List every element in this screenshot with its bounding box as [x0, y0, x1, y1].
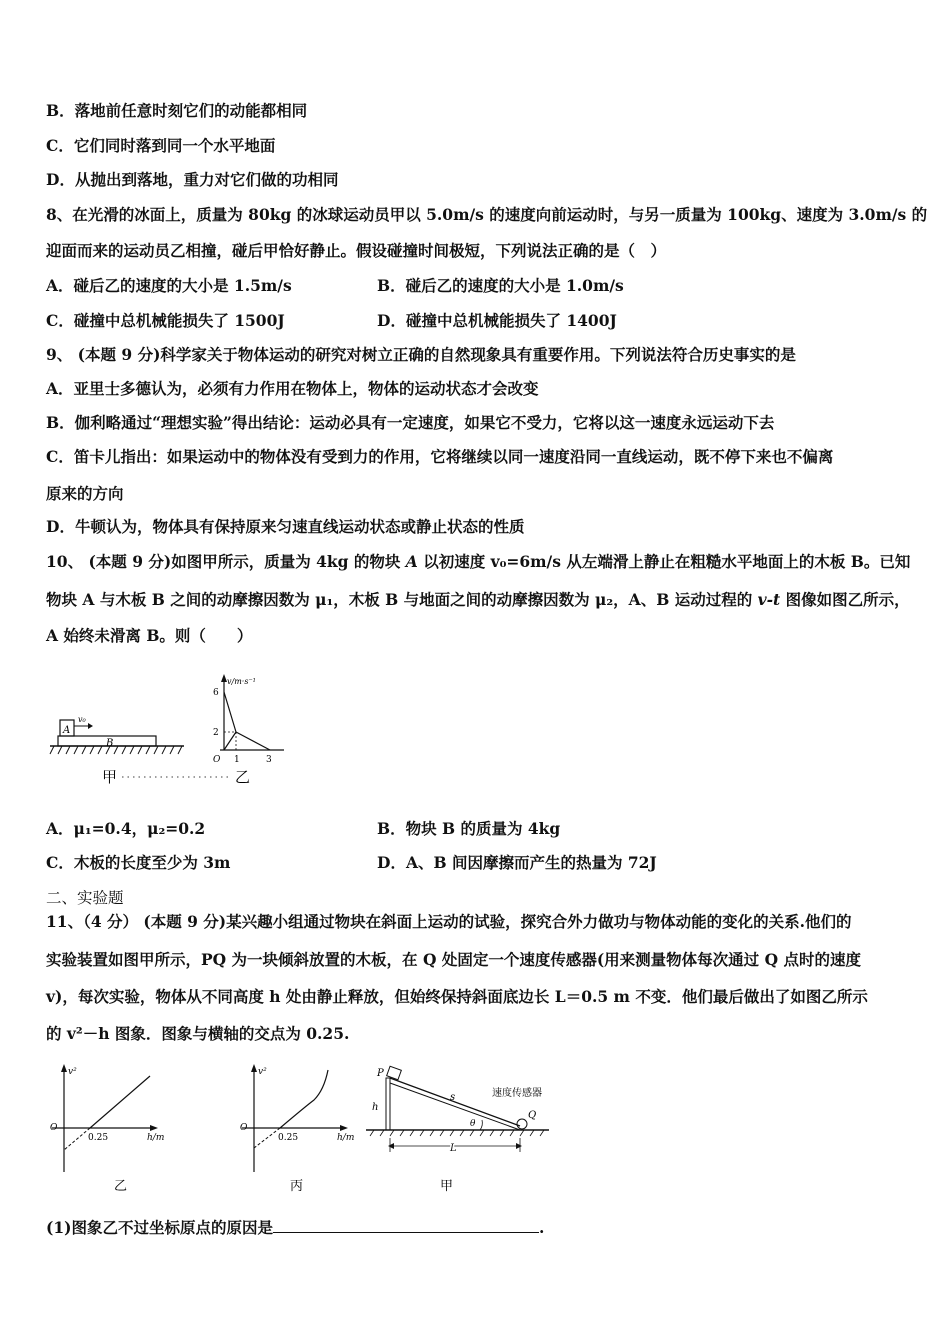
v0-label: v₀	[78, 715, 86, 724]
q11-sub1: (1)图象乙不过坐标原点的原因是 .	[46, 1218, 545, 1237]
q9-option-c-line2: 原来的方向	[46, 484, 124, 503]
q10-stem-line2: 物块 A 与木板 B 之间的动摩擦因数为 μ₁，木板 B 与地面之间的动摩擦因数为 μ₂，A、B 运动过程的 v-t 图像如图乙所示，	[46, 590, 910, 609]
svg-text:O: O	[240, 1123, 248, 1133]
q7-option-b: B．落地前任意时刻它们的动能都相同	[46, 101, 308, 120]
label-jia: 甲	[440, 1179, 454, 1194]
q10-figure	[44, 670, 304, 790]
q10-option-c: C．木板的长度至少为 3m	[46, 853, 231, 872]
svg-text:L: L	[450, 1143, 457, 1154]
q9-stem: 9、 (本题 9 分)科学家关于物体运动的研究对树立正确的自然现象具有重要作用。下列说法符合历史事实的是	[46, 345, 796, 364]
sensor-label: 速度传感器	[492, 1088, 542, 1099]
svg-text:θ: θ	[470, 1119, 476, 1129]
vt-line-a	[224, 692, 236, 732]
vt-ytick-6: 6	[213, 688, 219, 698]
svg-text:h: h	[372, 1102, 379, 1113]
vt-ytick-2: 2	[213, 728, 219, 738]
ground-jia	[50, 746, 184, 754]
q11-stem-line4: 的 v²－h 图象．图象与横轴的交点为 0.25.	[46, 1024, 350, 1043]
vt-line-b	[224, 732, 236, 750]
q8-option-c: C．碰撞中总机械能损失了 1500J	[46, 311, 285, 330]
q11-stem-line1: 11、（4 分） (本题 9 分)某兴趣小组通过物块在斜面上运动的试验，探究合外力做功与物体动能的变化的关系.他们的	[46, 912, 852, 931]
svg-text:O: O	[50, 1123, 58, 1133]
label-yi: 乙	[114, 1179, 128, 1194]
svg-text:h/m: h/m	[337, 1133, 355, 1143]
block-a-label: A	[63, 725, 71, 736]
vt-line-common	[236, 732, 270, 750]
q11-figures	[44, 1060, 564, 1200]
q10-stem-line1: 10、 (本题 9 分)如图甲所示，质量为 4kg 的物块 A 以初速度 v₀=6m/s 从左端滑上静止在粗糙水平地面上的木板 B。已知	[46, 552, 911, 571]
label-bing: 丙	[290, 1179, 304, 1194]
q11-stem-line2: 实验装置如图甲所示，PQ 为一块倾斜放置的木板，在 Q 处固定一个速度传感器(用来测量物体每次通过 Q 点时的速度	[46, 950, 861, 969]
vt-graph	[213, 674, 284, 765]
q8-stem-line2: 迎面而来的运动员乙相撞，碰后甲恰好静止。假设碰撞时间极短，下列说法正确的是（ ）	[46, 241, 667, 260]
q9-option-c-line1: C．笛卡儿指出：如果运动中的物体没有受到力的作用，它将继续以同一速度沿同一直线运动，既不停下来也不偏离	[46, 447, 834, 466]
vt-xtick-1: 1	[234, 755, 240, 765]
q9-option-d: D．牛顿认为，物体具有保持原来匀速直线运动状态或静止状态的性质	[46, 517, 525, 536]
q10-stem-line3: A 始终未滑离 B。则（ ）	[46, 626, 253, 645]
yi-label: 乙	[235, 768, 251, 786]
svg-text:P: P	[377, 1068, 384, 1079]
q9-option-a: A．亚里士多德认为，必须有力作用在物体上，物体的运动状态才会改变	[46, 379, 539, 398]
q8-option-b: B．碰后乙的速度的大小是 1.0m/s	[377, 276, 624, 295]
q7-option-d: D．从抛出到落地，重力对它们做的功相同	[46, 170, 339, 189]
q8-stem-line1: 8、在光滑的冰面上，质量为 80kg 的冰球运动员甲以 5.0m/s 的速度向前运动时，与另一质量为 100kg、速度为 3.0m/s 的	[46, 205, 928, 224]
section-title: 二、实验题	[46, 889, 124, 907]
svg-text:s: s	[450, 1092, 456, 1103]
svg-text:v²: v²	[258, 1067, 267, 1077]
q8-option-a: A．碰后乙的速度的大小是 1.5m/s	[46, 276, 292, 295]
graph-bing	[240, 1064, 354, 1194]
q10-option-a: A．μ₁=0.4，μ₂=0.2	[46, 819, 206, 838]
q11-stem-line3: v)，每次实验，物体从不同高度 h 处由静止释放，但始终保持斜面底边长 L＝0.5 m 不变．他们最后做出了如图乙所示	[46, 987, 868, 1006]
svg-text:0.25: 0.25	[278, 1133, 299, 1143]
jia-label: 甲	[102, 768, 118, 786]
vt-origin: O	[213, 755, 221, 765]
board-b-label: B	[106, 738, 114, 749]
answer-blank[interactable]	[273, 1218, 539, 1233]
svg-text:Q: Q	[528, 1110, 537, 1121]
svg-text:0.25: 0.25	[88, 1133, 109, 1143]
q8-option-d: D．碰撞中总机械能损失了 1400J	[377, 311, 617, 330]
graph-yi	[50, 1064, 164, 1194]
q9-option-b: B．伽利略通过“理想实验”得出结论：运动必具有一定速度，如果它不受力，它将以这一速度永远运动下去	[46, 413, 775, 432]
vt-xtick-3: 3	[266, 755, 272, 765]
svg-text:h/m: h/m	[147, 1133, 165, 1143]
svg-text:v²: v²	[68, 1067, 77, 1077]
apparatus-jia	[366, 1066, 549, 1194]
vt-axis-unit: v/m·s⁻¹	[227, 677, 256, 686]
q10-option-b: B．物块 B 的质量为 4kg	[377, 819, 561, 838]
q7-option-c: C．它们同时落到同一个水平地面	[46, 136, 276, 155]
q10-option-d: D．A、B 间因摩擦而产生的热量为 72J	[377, 853, 657, 872]
